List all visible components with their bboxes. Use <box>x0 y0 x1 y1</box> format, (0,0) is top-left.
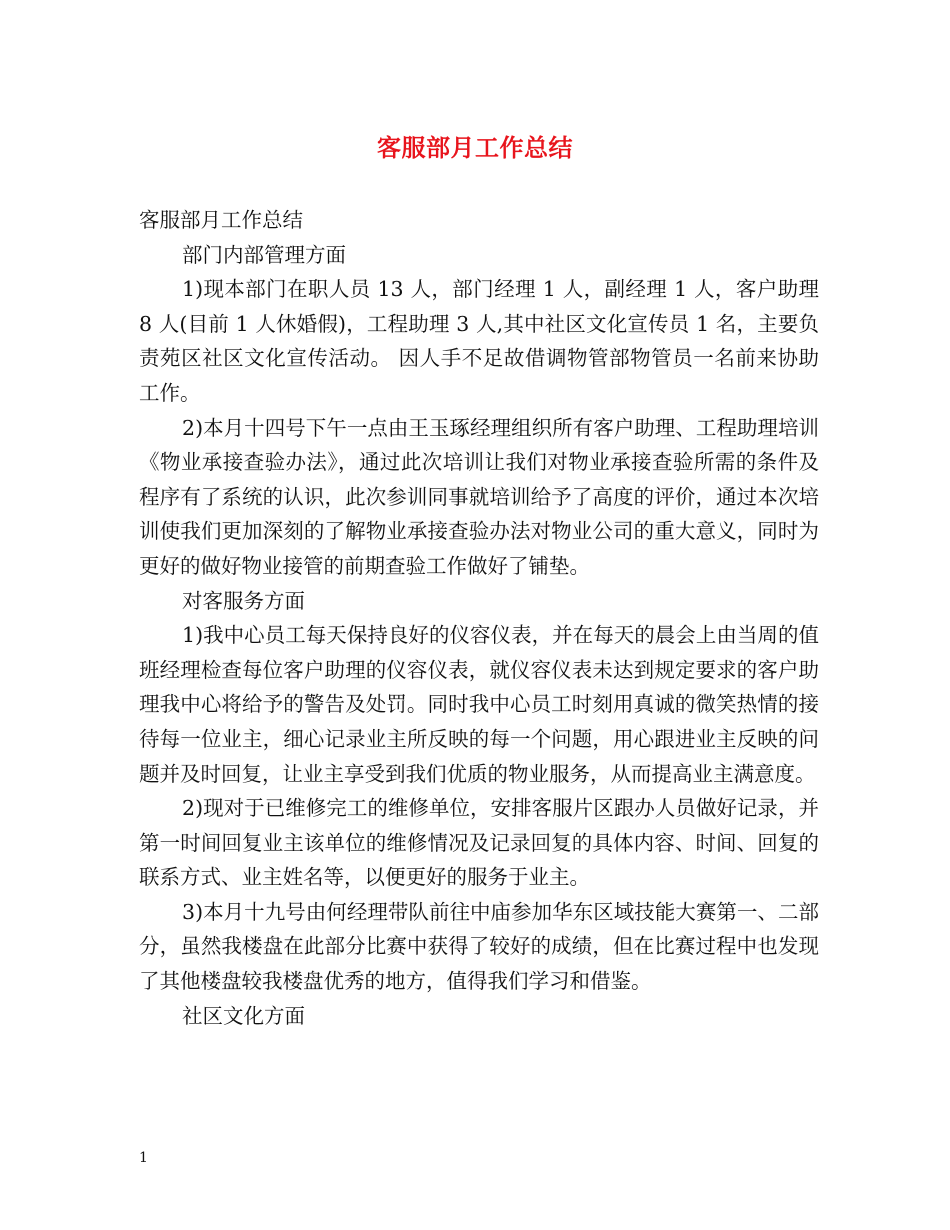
body-paragraph-heading: 客服部月工作总结 <box>139 208 303 232</box>
body-paragraph: 3)本月十九号由何经理带队前往中庙参加华东区域技能大赛第一、二部分，虽然我楼盘在此部分比赛中获得了较好的成绩，但在比赛过程中也发现了其他楼盘较我楼盘优秀的地方，值得我们学习和借鉴。 <box>139 899 819 994</box>
body-paragraph: 2)本月十四号下午一点由王玉琢经理组织所有客户助理、工程助理培训《物业承接查验办法》，通过此次培训让我们对物业承接查验所需的条件及程序有了系统的认识，此次参训同事就培训给予了高度的评价，通过本次培训使我们更加深刻的了解物业承接查验办法对物业公司的重大意义，同时为更好的做好物业接管的前期查验工作做好了铺垫。 <box>139 415 819 578</box>
body-paragraph: 1)现本部门在职人员 13 人，部门经理 1 人，副经理 1 人，客户助理 8 人(目前 1 人休婚假)，工程助理 3 人,其中社区文化宣传员 1 名，主要负责苑区社区文化宣传活动。 因人手不足故借调物管部物管员一名前来协助工作。 <box>139 277 819 405</box>
section-heading-community-culture: 社区文化方面 <box>182 1003 306 1028</box>
document-body <box>139 203 819 1033</box>
page-title: 客服部月工作总结 <box>377 133 573 162</box>
section-heading-customer-service: 对客服务方面 <box>182 588 306 613</box>
body-paragraph: 1)我中心员工每天保持良好的仪容仪表，并在每天的晨会上由当周的值班经理检查每位客户助理的仪容仪表，就仪容仪表未达到规定要求的客户助理我中心将给予的警告及处罚。同时我中心员工时刻用真诚的微笑热情的接待每一位业主，细心记录业主所反映的每一个问题，用心跟进业主反映的问题并及时回复，让业主享受到我们优质的物业服务，从而提高业主满意度。 <box>139 623 819 786</box>
section-heading-internal-management: 部门内部管理方面 <box>182 242 347 267</box>
body-paragraph: 2)现对于已维修完工的维修单位，安排客服片区跟办人员做好记录，并第一时间回复业主该单位的维修情况及记录回复的具体内容、时间、回复的联系方式、业主姓名等，以便更好的服务于业主。 <box>139 796 819 890</box>
page-number: 1 <box>139 1150 148 1166</box>
